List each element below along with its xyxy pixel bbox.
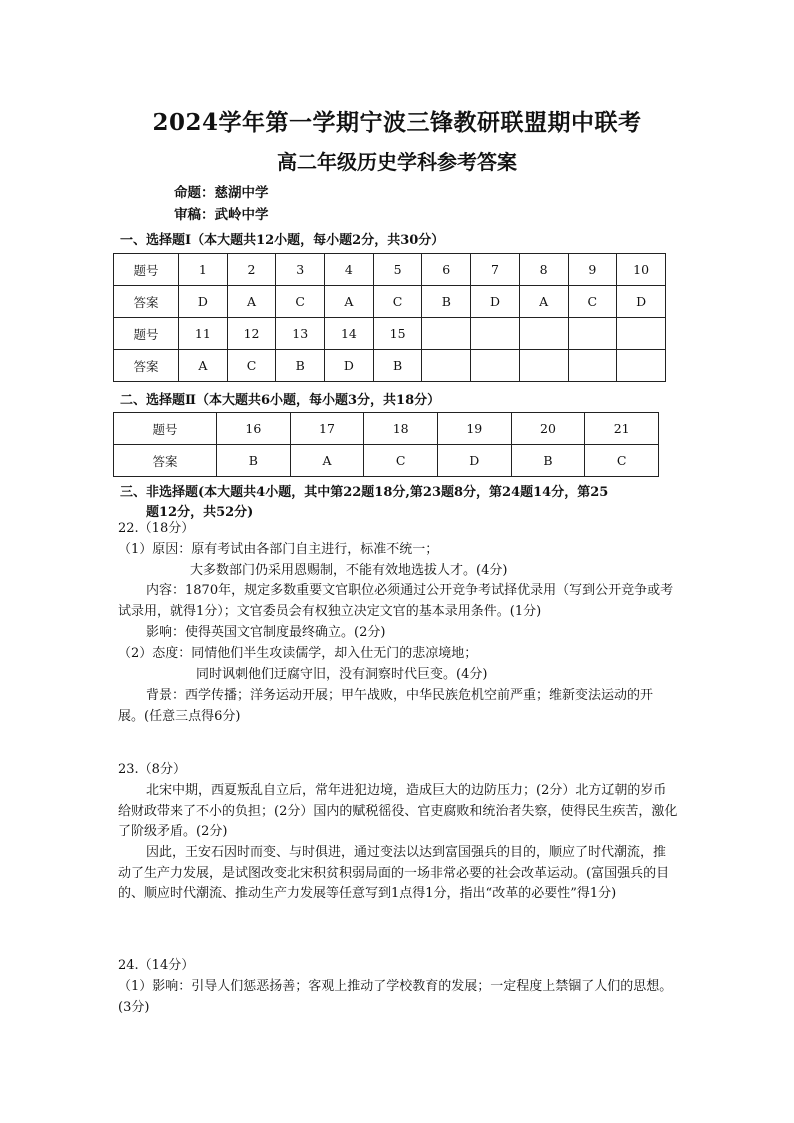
q22-header: 22.（18分） [118, 521, 195, 536]
table-cell: 12 [227, 318, 276, 350]
document-title: 2024学年第一学期宁波三锋教研联盟期中联考 [152, 109, 642, 136]
table-cell: 20 [511, 413, 585, 445]
row-label: 答案 [114, 350, 179, 382]
table-row [114, 413, 659, 445]
q22-attitude-line2: 同时讽刺他们迂腐守旧，没有洞察时代巨变。(4分) [196, 667, 488, 682]
q22-attitude-line1: （2）态度：同情他们半生攻读儒学，却入仕无门的悲凉境地； [118, 646, 478, 661]
table-cell: A [227, 286, 276, 318]
table-cell: 9 [568, 254, 617, 286]
table-row [114, 318, 666, 350]
table-cell [568, 350, 617, 382]
table-cell: C [568, 286, 617, 318]
q22-impact: 影响：使得英国文官制度最终确立。(2分) [146, 625, 386, 640]
table-cell: B [422, 286, 471, 318]
table-cell [519, 350, 568, 382]
table-row [114, 254, 666, 286]
table-cell: 13 [276, 318, 325, 350]
table-cell [471, 318, 520, 350]
table-cell [568, 318, 617, 350]
q22-reason-line2: 大多数部门仍采用恩赐制，不能有效地选拔人才。(4分) [190, 563, 508, 578]
section2-heading: 二、选择题Ⅱ（本大题共6小题，每小题3分，共18分） [120, 393, 441, 408]
table-cell: D [471, 286, 520, 318]
table-cell: 4 [325, 254, 374, 286]
table-cell: 16 [217, 413, 291, 445]
table-cell: C [364, 445, 438, 477]
table-cell: 15 [373, 318, 422, 350]
table-cell: 6 [422, 254, 471, 286]
table-cell: 18 [364, 413, 438, 445]
table-cell: C [276, 286, 325, 318]
table-cell: B [217, 445, 291, 477]
row-label: 答案 [114, 286, 179, 318]
table-cell: A [519, 286, 568, 318]
table-cell [519, 318, 568, 350]
q23-paragraph2: 因此，王安石因时而变、与时俱进，通过变法以达到富国强兵的目的，顺应了时代潮流，推动了生产力发展，是试图改变北宋积贫积弱局面的一场非常必要的社会改革运动。(富国强兵的目的、顺应时代潮流、推动生产力发展等任意写到1点得1分，指出“改革的必要性”得1分) [118, 845, 670, 901]
q22-reason-line1: （1）原因：原有考试由各部门自主进行，标准不统一； [118, 542, 439, 557]
table-cell: D [617, 286, 666, 318]
table-cell: 17 [290, 413, 364, 445]
table-cell [422, 350, 471, 382]
author-line: 命题：慈湖中学 [174, 185, 269, 201]
table-cell: A [290, 445, 364, 477]
document-subtitle: 高二年级历史学科参考答案 [277, 150, 517, 174]
answer-table-2 [113, 412, 659, 477]
q23-paragraph1: 北宋中期，西夏叛乱自立后，常年进犯边境，造成巨大的边防压力；(2分）北方辽朝的岁币给财政带来了不小的负担；(2分）国内的赋税徭役、官吏腐败和统治者失察，使得民生疾苦，激化了阶级矛盾。(2分) [118, 783, 678, 839]
table-cell [471, 350, 520, 382]
table-cell: C [373, 286, 422, 318]
q24-paragraph1: （1）影响：引导人们惩恶扬善；客观上推动了学校教育的发展；一定程度上禁锢了人们的思想。(3分) [118, 979, 673, 1015]
q22-content: 内容：1870年，规定多数重要文官职位必须通过公开竞争考试择优录用（写到公开竞争或考试录用，就得1分）；文官委员会有权独立决定文官的基本录用条件。(1分) [118, 583, 674, 619]
table-cell: B [276, 350, 325, 382]
table-cell: 21 [585, 413, 659, 445]
table-cell: C [585, 445, 659, 477]
table-cell: B [511, 445, 585, 477]
section3-heading-line2: 题12分，共52分) [146, 505, 254, 520]
table-cell: 3 [276, 254, 325, 286]
table-cell: 7 [471, 254, 520, 286]
table-row [114, 286, 666, 318]
table-cell [617, 350, 666, 382]
table-cell: A [325, 286, 374, 318]
table-cell: 5 [373, 254, 422, 286]
table-cell: 10 [617, 254, 666, 286]
table-cell: C [227, 350, 276, 382]
row-label: 题号 [114, 413, 217, 445]
table-cell [617, 318, 666, 350]
table-cell: D [437, 445, 511, 477]
table-cell: D [325, 350, 374, 382]
table-cell: 1 [179, 254, 228, 286]
q22-background: 背景：西学传播；洋务运动开展；甲午战败，中华民族危机空前严重；维新变法运动的开展。(任意三点得6分) [118, 688, 654, 724]
table-row [114, 350, 666, 382]
section1-heading: 一、选择题Ⅰ（本大题共12小题，每小题2分，共30分） [120, 233, 445, 248]
table-cell [422, 318, 471, 350]
q23-header: 23.（8分） [118, 762, 186, 777]
row-label: 题号 [114, 254, 179, 286]
table-cell: 14 [325, 318, 374, 350]
table-cell: 19 [437, 413, 511, 445]
table-cell: 8 [519, 254, 568, 286]
table-cell: 2 [227, 254, 276, 286]
row-label: 题号 [114, 318, 179, 350]
table-row [114, 445, 659, 477]
table-cell: B [373, 350, 422, 382]
table-cell: D [179, 286, 228, 318]
row-label: 答案 [114, 445, 217, 477]
q24-header: 24.（14分） [118, 958, 195, 973]
reviewer-line: 审稿：武岭中学 [174, 207, 269, 223]
answer-table-1 [113, 253, 666, 382]
section3-heading-line1: 三、非选择题(本大题共4小题，其中第22题18分,第23题8分，第24题14分，第25 [120, 485, 609, 500]
table-cell: A [179, 350, 228, 382]
table-cell: 11 [179, 318, 228, 350]
